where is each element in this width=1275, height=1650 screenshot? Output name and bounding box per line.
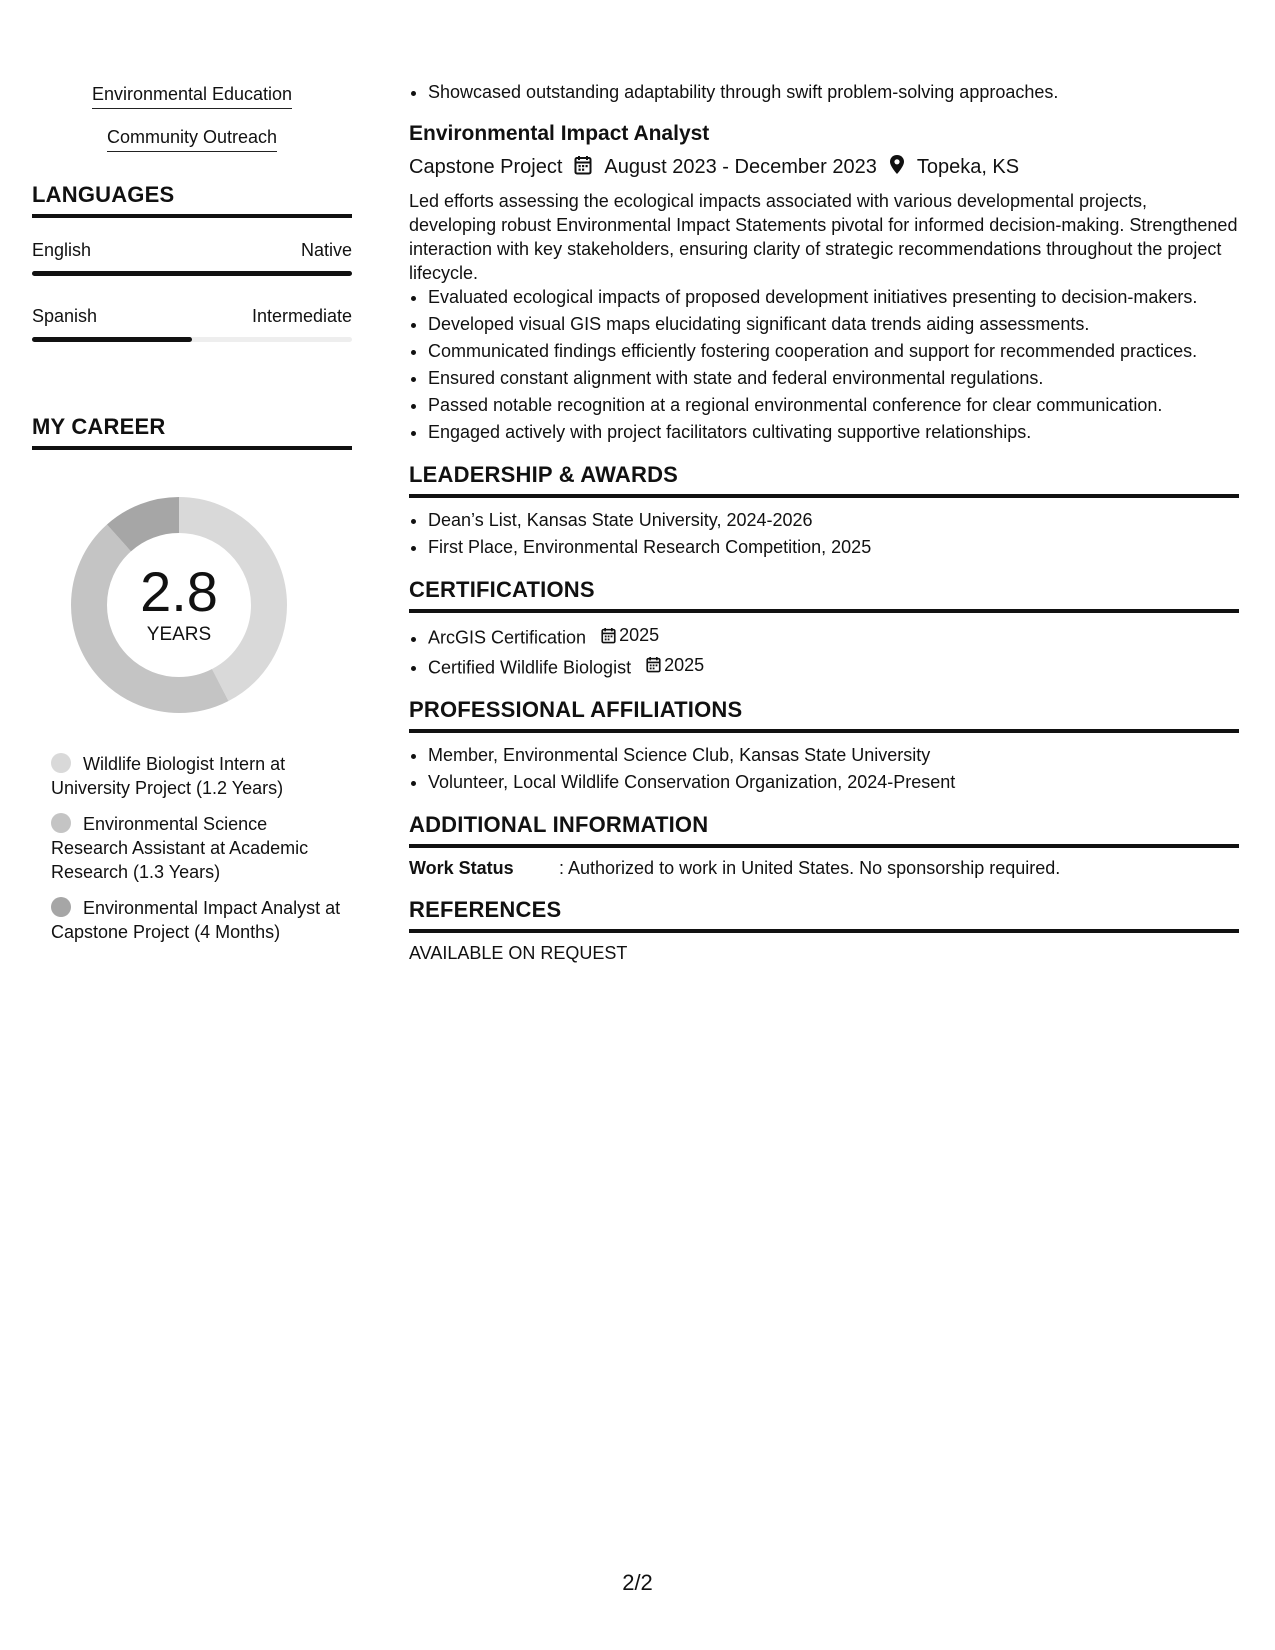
- career-heading: MY CAREER: [32, 414, 352, 450]
- language-level: Intermediate: [251, 306, 352, 326]
- work-status-value: : Authorized to work in United States. No sponsorship required.: [559, 858, 1061, 878]
- leadership-list: [409, 508, 1239, 559]
- calendar-icon: [601, 627, 616, 644]
- cert-name: ArcGIS Certification: [428, 627, 587, 648]
- certifications-list: [409, 623, 1239, 679]
- list-item: [428, 623, 1239, 650]
- donut-center: [66, 560, 292, 646]
- legend-label: Wildlife Biologist Intern at University Project (1.2 Years): [51, 754, 286, 798]
- skill-environmental-education[interactable]: [32, 84, 352, 109]
- job-company: Capstone Project: [409, 156, 563, 178]
- language-proficiency-fill: [32, 271, 352, 276]
- language-level: Native: [300, 240, 352, 260]
- language-spanish: [32, 306, 352, 342]
- calendar-icon: [574, 155, 592, 181]
- list-item: • Volunteer, Local Wildlife Conservation Organization, 2024-Present: [428, 770, 1239, 794]
- references-heading: REFERENCES: [409, 897, 1239, 933]
- affiliations-list: [409, 743, 1239, 794]
- job-location: Topeka, KS: [916, 156, 1020, 178]
- list-item: • First Place, Environmental Research Competition, 2025: [428, 535, 1239, 559]
- job-dates: August 2023 - December 2023: [604, 156, 877, 178]
- work-status-label: Work Status: [409, 858, 514, 878]
- cert-name: Certified Wildlife Biologist: [428, 657, 632, 677]
- references-text: AVAILABLE ON REQUEST: [409, 943, 628, 963]
- language-name: English: [32, 240, 92, 260]
- list-item: • Member, Environmental Science Club, Kansas State University: [428, 743, 1239, 767]
- language-proficiency-bar: [32, 271, 352, 276]
- list-item: • Ensured constant alignment with state and federal environmental regulations.: [428, 366, 1239, 390]
- leadership-heading: LEADERSHIP & AWARDS: [409, 462, 1239, 498]
- calendar-icon: [646, 656, 661, 673]
- skill-link-text[interactable]: Community Outreach: [107, 127, 277, 152]
- certifications-heading: CERTIFICATIONS: [409, 577, 1239, 613]
- legend-dot-icon: [51, 753, 71, 773]
- legend-label: Environmental Science Research Assistant at Academic Research (1.3 Years): [51, 814, 309, 882]
- legend-item: [51, 896, 341, 944]
- list-item: • Passed notable recognition at a regional environmental conference for clear communication.: [428, 393, 1239, 417]
- list-item: • Showcased outstanding adaptability through swift problem-solving approaches.: [428, 80, 1239, 104]
- carryover-bullet-list: [409, 80, 1239, 104]
- language-english: [32, 240, 352, 276]
- cert-year-text: 2025: [664, 654, 705, 675]
- list-item: • Communicated findings efficiently fostering cooperation and support for recommended practices.: [428, 339, 1239, 363]
- affiliations-heading: PROFESSIONAL AFFILIATIONS: [409, 697, 1239, 733]
- cert-year: [601, 623, 659, 647]
- language-proficiency-fill: [32, 337, 192, 342]
- job-title: Environmental Impact Analyst: [409, 122, 710, 145]
- languages-heading: LANGUAGES: [32, 182, 352, 218]
- work-status-row: [409, 858, 1239, 879]
- list-item: • Developed visual GIS maps elucidating significant data trends aiding assessments.: [428, 312, 1239, 336]
- job-description: Led efforts assessing the ecological impacts associated with various developmental projects, developing robust Environmental Impact Statements pivotal for informed decision-making. Strengthened interaction with key stakeholders, ensuring clarity of strategic recommendations throughout the project lifecycle.: [409, 191, 1238, 283]
- career-donut-chart: [66, 492, 292, 718]
- legend-dot-icon: [51, 813, 71, 833]
- legend-item: [51, 752, 341, 800]
- skill-community-outreach[interactable]: [32, 127, 352, 152]
- job-bullet-list: [409, 285, 1239, 444]
- additional-info-heading: ADDITIONAL INFORMATION: [409, 812, 1239, 848]
- language-proficiency-bar: [32, 337, 352, 342]
- left-column: [32, 84, 352, 956]
- page-number: 2/2: [622, 1570, 653, 1595]
- legend-dot-icon: [51, 897, 71, 917]
- language-name: Spanish: [32, 306, 98, 326]
- list-item: [428, 653, 1239, 680]
- skill-link-text[interactable]: Environmental Education: [92, 84, 292, 109]
- career-legend: [32, 752, 352, 944]
- list-item: • Evaluated ecological impacts of proposed development initiatives presenting to decision-makers.: [428, 285, 1239, 309]
- legend-label: Environmental Impact Analyst at Capstone Project (4 Months): [51, 898, 341, 942]
- career-total-value: 2.8: [140, 560, 218, 623]
- legend-item: [51, 812, 341, 884]
- list-item: • Dean’s List, Kansas State University, 2024-2026: [428, 508, 1239, 532]
- cert-year-text: 2025: [619, 625, 660, 645]
- list-item: • Engaged actively with project facilitators cultivating supportive relationships.: [428, 420, 1239, 444]
- map-pin-icon: [889, 154, 905, 181]
- right-column: [409, 80, 1239, 964]
- cert-year: [646, 653, 704, 677]
- job-meta: [409, 154, 1239, 181]
- career-total-unit: YEARS: [146, 624, 212, 645]
